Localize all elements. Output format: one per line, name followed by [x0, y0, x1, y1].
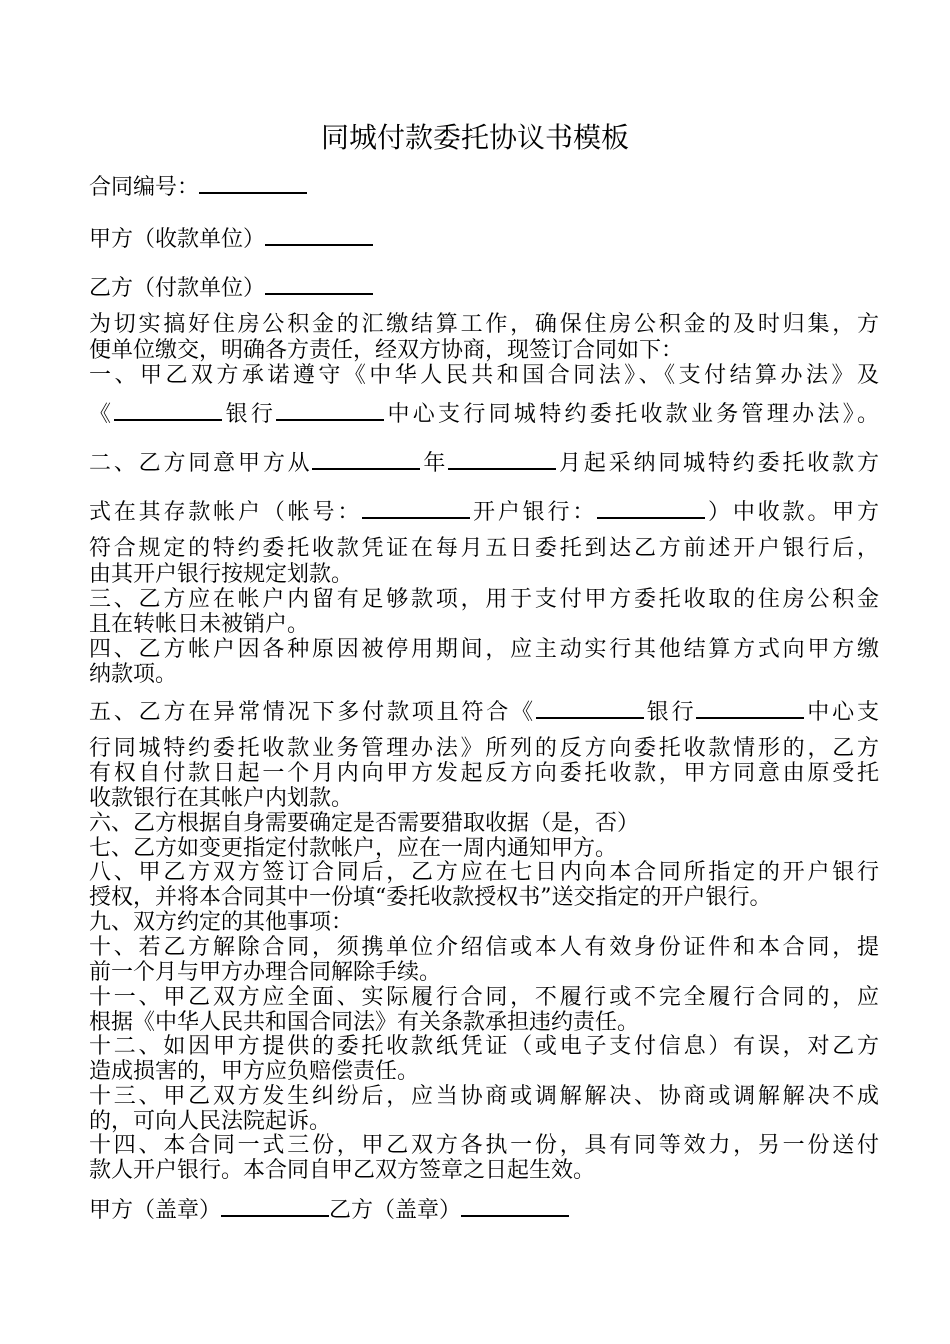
clause-5-text-c: 中心支: [804, 700, 879, 725]
contract-number-label: 合同编号：: [89, 175, 200, 200]
clause-13-line-2: 的，可向人民法院起诉。: [89, 1109, 332, 1134]
clause-10-line-2: 前一个月与甲方办理合同解除手续。: [89, 960, 442, 985]
clause-2-line-3: 符合规定的特约委托收款凭证在每月五日委托到达乙方前述开户银行后，: [89, 536, 879, 561]
party-a-seal-label: 甲方（盖章）: [89, 1198, 222, 1223]
clause-1-branch-blank: [276, 399, 384, 421]
party-b-seal-label: 乙方（盖章）: [329, 1198, 462, 1223]
clause-14-line-2: 款人开户银行。本合同自甲乙双方签章之日起生效。: [89, 1158, 596, 1183]
clause-5-line-3: 有权自付款日起一个月内向甲方发起反方向委托收款，甲方同意由原受托: [89, 761, 879, 786]
clause-1-text-c: 中心支行同城特约委托收款业务管理办法》。: [384, 402, 879, 427]
clause-11-line-2: 根据《中华人民共和国合同法》有关条款承担违约责任。: [89, 1010, 640, 1035]
clause-2-text-a: 二、乙方同意甲方从: [89, 451, 313, 476]
clause-4-line-1: 四、乙方帐户因各种原因被停用期间，应主动实行其他结算方式向甲方缴: [89, 637, 879, 662]
clause-2-text-f: ）中收款。甲方: [705, 500, 879, 525]
clause-14-line-1: 十四、本合同一式三份，甲乙双方各执一份，具有同等效力，另一份送付: [89, 1133, 879, 1158]
intro-line-2: 便单位缴交，明确各方责任，经双方协商，现签订合同如下：: [89, 338, 684, 363]
clause-1-bank-blank: [114, 399, 222, 421]
clause-2-line-1: [89, 448, 879, 477]
clause-7: 七、乙方如变更指定付款帐户，应在一周内通知甲方。: [89, 836, 618, 861]
clause-1-line-2: [89, 399, 879, 428]
clause-8-line-1: 八、甲乙方双方签订合同后，乙方应在七日内向本合同所指定的开户银行: [89, 860, 879, 885]
party-a-seal-blank: [221, 1195, 329, 1217]
clause-2-month-blank: [448, 448, 556, 470]
party-a-label: 甲方（收款单位）: [89, 227, 266, 252]
clause-5-text-a: 五、乙方在异常情况下多付款项且符合《: [89, 700, 536, 725]
party-b-label: 乙方（付款单位）: [89, 276, 266, 301]
party-b-line: [89, 273, 879, 302]
party-b-seal-blank: [461, 1195, 569, 1217]
clause-3-line-1: 三、乙方应在帐户内留有足够款项，用于支付甲方委托收取的住房公积金: [89, 587, 879, 612]
clause-5-line-1: [89, 697, 879, 726]
clause-5-line-4: 收款银行在其帐户内划款。: [89, 786, 354, 811]
clause-13-line-1: 十三、甲乙双方发生纠纷后，应当协商或调解解决、协商或调解解决不成: [89, 1084, 879, 1109]
clause-5-line-2: 行同城特约委托收款业务管理办法》所列的反方向委托收款情形的，乙方: [89, 736, 879, 761]
signature-line: [89, 1195, 879, 1224]
clause-11-line-1: 十一、甲乙双方应全面、实际履行合同，不履行或不完全履行合同的，应: [89, 985, 879, 1010]
clause-12-line-1: 十二、如因甲方提供的委托收款纸凭证（或电子支付信息）有误，对乙方: [89, 1034, 879, 1059]
clause-3-line-2: 且在转帐日未被销户。: [89, 612, 310, 637]
clause-2-bank-blank: [597, 497, 705, 519]
clause-2-line-4: 由其开户银行按规定划款。: [89, 562, 354, 587]
intro-line-1: 为切实搞好住房公积金的汇缴结算工作，确保住房公积金的及时归集，方: [89, 312, 879, 337]
clause-12-line-2: 造成损害的，甲方应负赔偿责任。: [89, 1059, 420, 1084]
clause-1-line-1: 一、甲乙双方承诺遵守《中华人民共和国合同法》、《支付结算办法》及: [89, 363, 879, 388]
contract-number-blank: [199, 172, 307, 194]
party-b-blank: [265, 273, 373, 295]
clause-8-line-2: 授权，并将本合同其中一份填“委托收款授权书”送交指定的开户银行。: [89, 885, 772, 910]
clause-1-text-b: 银行: [222, 402, 277, 427]
party-a-blank: [265, 224, 373, 246]
document-title: 同城付款委托协议书模板: [320, 121, 629, 154]
clause-4-line-2: 纳款项。: [89, 662, 178, 687]
contract-number-line: [89, 172, 879, 201]
clause-5-bank-blank: [536, 697, 644, 719]
clause-5-branch-blank: [696, 697, 804, 719]
clause-2-text-c: 月起采纳同城特约委托收款方: [556, 451, 879, 476]
clause-10-line-1: 十、若乙方解除合同，须携单位介绍信或本人有效身份证件和本合同，提: [89, 935, 879, 960]
clause-5-text-b: 银行: [643, 700, 697, 725]
clause-6: 六、乙方根据自身需要确定是否需要猎取收据（是，否）: [89, 811, 640, 836]
clause-2-line-2: [89, 497, 879, 526]
clause-2-year-blank: [312, 448, 420, 470]
clause-2-text-e: 开户银行：: [470, 500, 598, 525]
party-a-line: [89, 224, 879, 253]
clause-1-text-a: 《: [89, 402, 115, 427]
clause-2-text-b: 年: [420, 451, 449, 476]
clause-2-text-d: 式在其存款帐户（帐号：: [89, 500, 363, 525]
clause-2-account-blank: [362, 497, 470, 519]
clause-9: 九、双方约定的其他事项：: [89, 910, 354, 935]
